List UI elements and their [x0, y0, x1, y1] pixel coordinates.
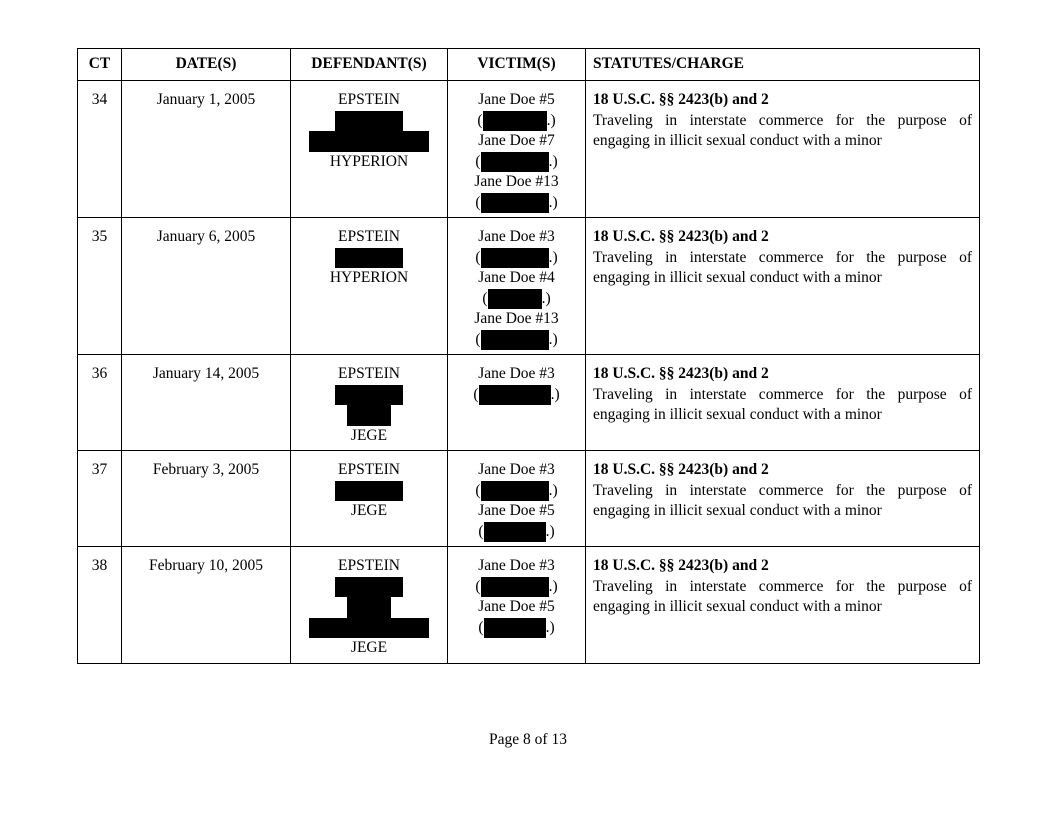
table-row	[78, 81, 980, 218]
redaction-block	[481, 330, 549, 350]
count-date: February 10, 2005	[122, 547, 291, 664]
redaction-block	[347, 597, 391, 618]
redaction-block	[481, 193, 549, 213]
victims-cell: Jane Doe #3 ( .) Jane Doe #5 ( .)	[448, 547, 586, 664]
victim-name: Jane Doe #3	[478, 365, 555, 382]
victims-cell: Jane Doe #3 ( .) Jane Doe #4 ( .) Jane Doe #13 ( .)	[448, 218, 586, 355]
victim-name: Jane Doe #3	[478, 461, 555, 478]
table-row	[78, 355, 980, 451]
redaction-block	[347, 405, 391, 426]
charge-cell	[586, 218, 980, 355]
redaction-block	[335, 481, 403, 502]
defendant-name: HYPERION	[329, 269, 409, 286]
victim-name: Jane Doe #7	[478, 132, 555, 149]
victims-cell: Jane Doe #3 ( .) Jane Doe #5 ( .)	[448, 451, 586, 547]
victim-name: Jane Doe #5	[478, 502, 555, 519]
defendant-name: HYPERION	[329, 152, 409, 170]
redaction-block	[488, 289, 542, 309]
header-ct: CT	[78, 49, 122, 81]
charge-description: Traveling in interstate commerce for the purpose of engaging in illicit sexual conduct with a minor	[593, 481, 972, 519]
charge-cell	[586, 547, 980, 664]
victim-name: Jane Doe #5	[478, 598, 555, 615]
statute-citation: 18 U.S.C. §§ 2423(b) and 2	[593, 461, 769, 478]
defendants-cell	[291, 218, 448, 355]
victim-name: Jane Doe #4	[478, 269, 555, 286]
header-victims: VICTIM(S)	[448, 49, 586, 81]
victim-name: Jane Doe #5	[478, 91, 555, 108]
redaction-block	[481, 577, 549, 597]
victim-name: Jane Doe #3	[478, 557, 555, 574]
victims-cell: Jane Doe #5 ( .) Jane Doe #7 ( .) Jane Doe #13 ( .)	[448, 81, 586, 218]
redaction-block	[335, 577, 403, 598]
count-date: February 3, 2005	[122, 451, 291, 547]
charge-description: Traveling in interstate commerce for the purpose of engaging in illicit sexual conduct with a minor	[593, 248, 972, 286]
count-number: 34	[78, 81, 122, 218]
redaction-block	[335, 385, 403, 406]
defendant-name: JEGE	[350, 639, 388, 656]
count-number: 38	[78, 547, 122, 664]
defendant-name: EPSTEIN	[338, 557, 400, 574]
defendant-name: EPSTEIN	[338, 228, 400, 245]
table-row	[78, 547, 980, 664]
redaction-block	[335, 111, 403, 132]
defendant-name: EPSTEIN	[338, 91, 400, 108]
victim-name: Jane Doe #13	[474, 310, 559, 327]
redaction-block	[309, 618, 429, 639]
charge-cell	[586, 355, 980, 451]
redaction-block	[483, 111, 547, 131]
redaction-block	[484, 522, 546, 542]
statute-citation: 18 U.S.C. §§ 2423(b) and 2	[593, 557, 769, 574]
redaction-block	[309, 131, 429, 152]
table-row	[78, 451, 980, 547]
header-statutes: STATUTES/CHARGE	[586, 49, 980, 81]
header-dates: DATE(S)	[122, 49, 291, 81]
redaction-block	[484, 618, 546, 638]
charge-cell	[586, 81, 980, 218]
statute-citation: 18 U.S.C. §§ 2423(b) and 2	[593, 365, 769, 382]
defendant-name: EPSTEIN	[338, 461, 400, 478]
defendants-cell	[291, 81, 448, 218]
victim-name: Jane Doe #3	[478, 228, 555, 245]
redaction-block	[481, 152, 549, 172]
count-date: January 1, 2005	[122, 81, 291, 218]
count-number: 37	[78, 451, 122, 547]
redaction-block	[479, 385, 551, 405]
defendants-cell	[291, 355, 448, 451]
defendant-name: EPSTEIN	[338, 365, 400, 382]
statute-citation: 18 U.S.C. §§ 2423(b) and 2	[593, 91, 769, 108]
count-number: 36	[78, 355, 122, 451]
page-number: Page 8 of 13	[489, 731, 567, 748]
defendants-cell	[291, 451, 448, 547]
redaction-block	[481, 481, 549, 501]
redaction-block	[481, 248, 549, 268]
victims-cell: Jane Doe #3 ( .)	[448, 355, 586, 451]
counts-table	[77, 48, 980, 664]
charge-description: Traveling in interstate commerce for the purpose of engaging in illicit sexual conduct with a minor	[593, 111, 972, 149]
count-date: January 6, 2005	[122, 218, 291, 355]
defendants-cell	[291, 547, 448, 664]
table-row	[78, 218, 980, 355]
victim-name: Jane Doe #13	[474, 173, 559, 190]
defendant-name: JEGE	[350, 502, 388, 519]
header-row	[78, 49, 980, 81]
count-number: 35	[78, 218, 122, 355]
defendant-name: JEGE	[350, 426, 388, 444]
charge-description: Traveling in interstate commerce for the purpose of engaging in illicit sexual conduct with a minor	[593, 577, 972, 615]
charge-cell	[586, 451, 980, 547]
redaction-block	[335, 248, 403, 269]
header-defendants: DEFENDANT(S)	[291, 49, 448, 81]
statute-citation: 18 U.S.C. §§ 2423(b) and 2	[593, 228, 769, 245]
charge-description: Traveling in interstate commerce for the purpose of engaging in illicit sexual conduct with a minor	[593, 385, 972, 423]
count-date: January 14, 2005	[122, 355, 291, 451]
